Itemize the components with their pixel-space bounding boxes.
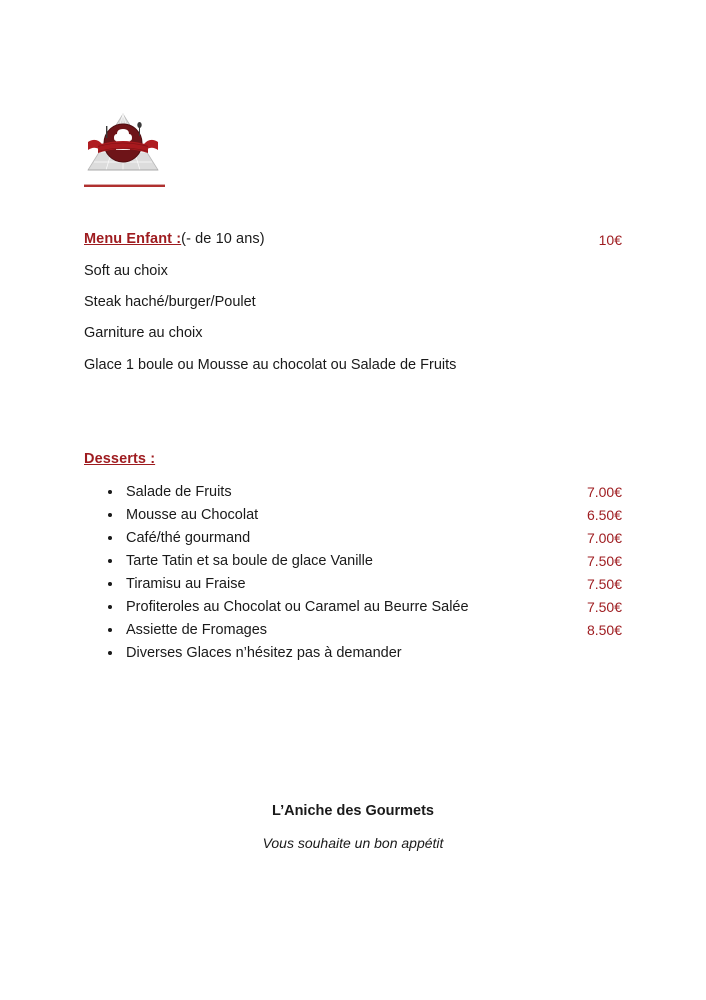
bullet-icon bbox=[108, 559, 112, 563]
menu-enfant-line: Garniture au choix bbox=[84, 325, 203, 341]
dessert-name: Café/thé gourmand bbox=[126, 530, 251, 546]
dessert-price: 6.50€ bbox=[586, 507, 622, 523]
dessert-name: Salade de Fruits bbox=[126, 484, 232, 500]
bullet-icon bbox=[108, 582, 112, 586]
menu-enfant-line: Steak haché/burger/Poulet bbox=[84, 294, 256, 310]
menu-enfant-line: Soft au choix bbox=[84, 263, 168, 279]
dessert-item bbox=[108, 484, 622, 506]
menu-enfant-price: 10€ bbox=[598, 232, 622, 248]
dessert-price: 7.00€ bbox=[586, 530, 622, 546]
bullet-icon bbox=[108, 605, 112, 609]
bullet-icon bbox=[108, 513, 112, 517]
logo-divider-rule bbox=[84, 184, 165, 187]
dessert-price: 7.50€ bbox=[586, 553, 622, 569]
dessert-price: 8.50€ bbox=[586, 622, 622, 638]
dessert-item bbox=[108, 622, 622, 644]
dessert-name: Tiramisu au Fraise bbox=[126, 576, 246, 592]
dessert-price: 7.50€ bbox=[586, 599, 622, 615]
menu-enfant-line: Glace 1 boule ou Mousse au chocolat ou Salade de Fruits bbox=[84, 357, 457, 373]
restaurant-logo bbox=[84, 112, 166, 187]
menu-enfant-heading bbox=[84, 231, 265, 247]
dessert-price: 7.50€ bbox=[586, 576, 622, 592]
dessert-item bbox=[108, 576, 622, 598]
bullet-icon bbox=[108, 490, 112, 494]
desserts-heading: Desserts : bbox=[84, 451, 156, 467]
dessert-item bbox=[108, 553, 622, 575]
dessert-item bbox=[108, 507, 622, 529]
dessert-name: Assiette de Fromages bbox=[126, 622, 268, 638]
bullet-icon bbox=[108, 651, 112, 655]
dessert-name: Diverses Glaces n’hésitez pas à demander bbox=[126, 645, 402, 661]
menu-enfant-heading-text: Menu Enfant : bbox=[84, 231, 182, 247]
pyramid-chef-logo-icon bbox=[84, 112, 162, 176]
dessert-name: Mousse au Chocolat bbox=[126, 507, 259, 523]
dessert-price: 7.00€ bbox=[586, 484, 622, 500]
dessert-name: Tarte Tatin et sa boule de glace Vanille bbox=[126, 553, 373, 569]
dessert-item bbox=[108, 530, 622, 552]
dessert-item bbox=[108, 645, 622, 667]
restaurant-name: L’Aniche des Gourmets bbox=[272, 803, 434, 819]
footer-tagline: Vous souhaite un bon appétit bbox=[262, 835, 444, 851]
dessert-name: Profiteroles au Chocolat ou Caramel au Beurre Salée bbox=[126, 599, 469, 615]
bullet-icon bbox=[108, 536, 112, 540]
menu-enfant-heading-suffix: (- de 10 ans) bbox=[181, 231, 265, 247]
dessert-item bbox=[108, 599, 622, 621]
bullet-icon bbox=[108, 628, 112, 632]
